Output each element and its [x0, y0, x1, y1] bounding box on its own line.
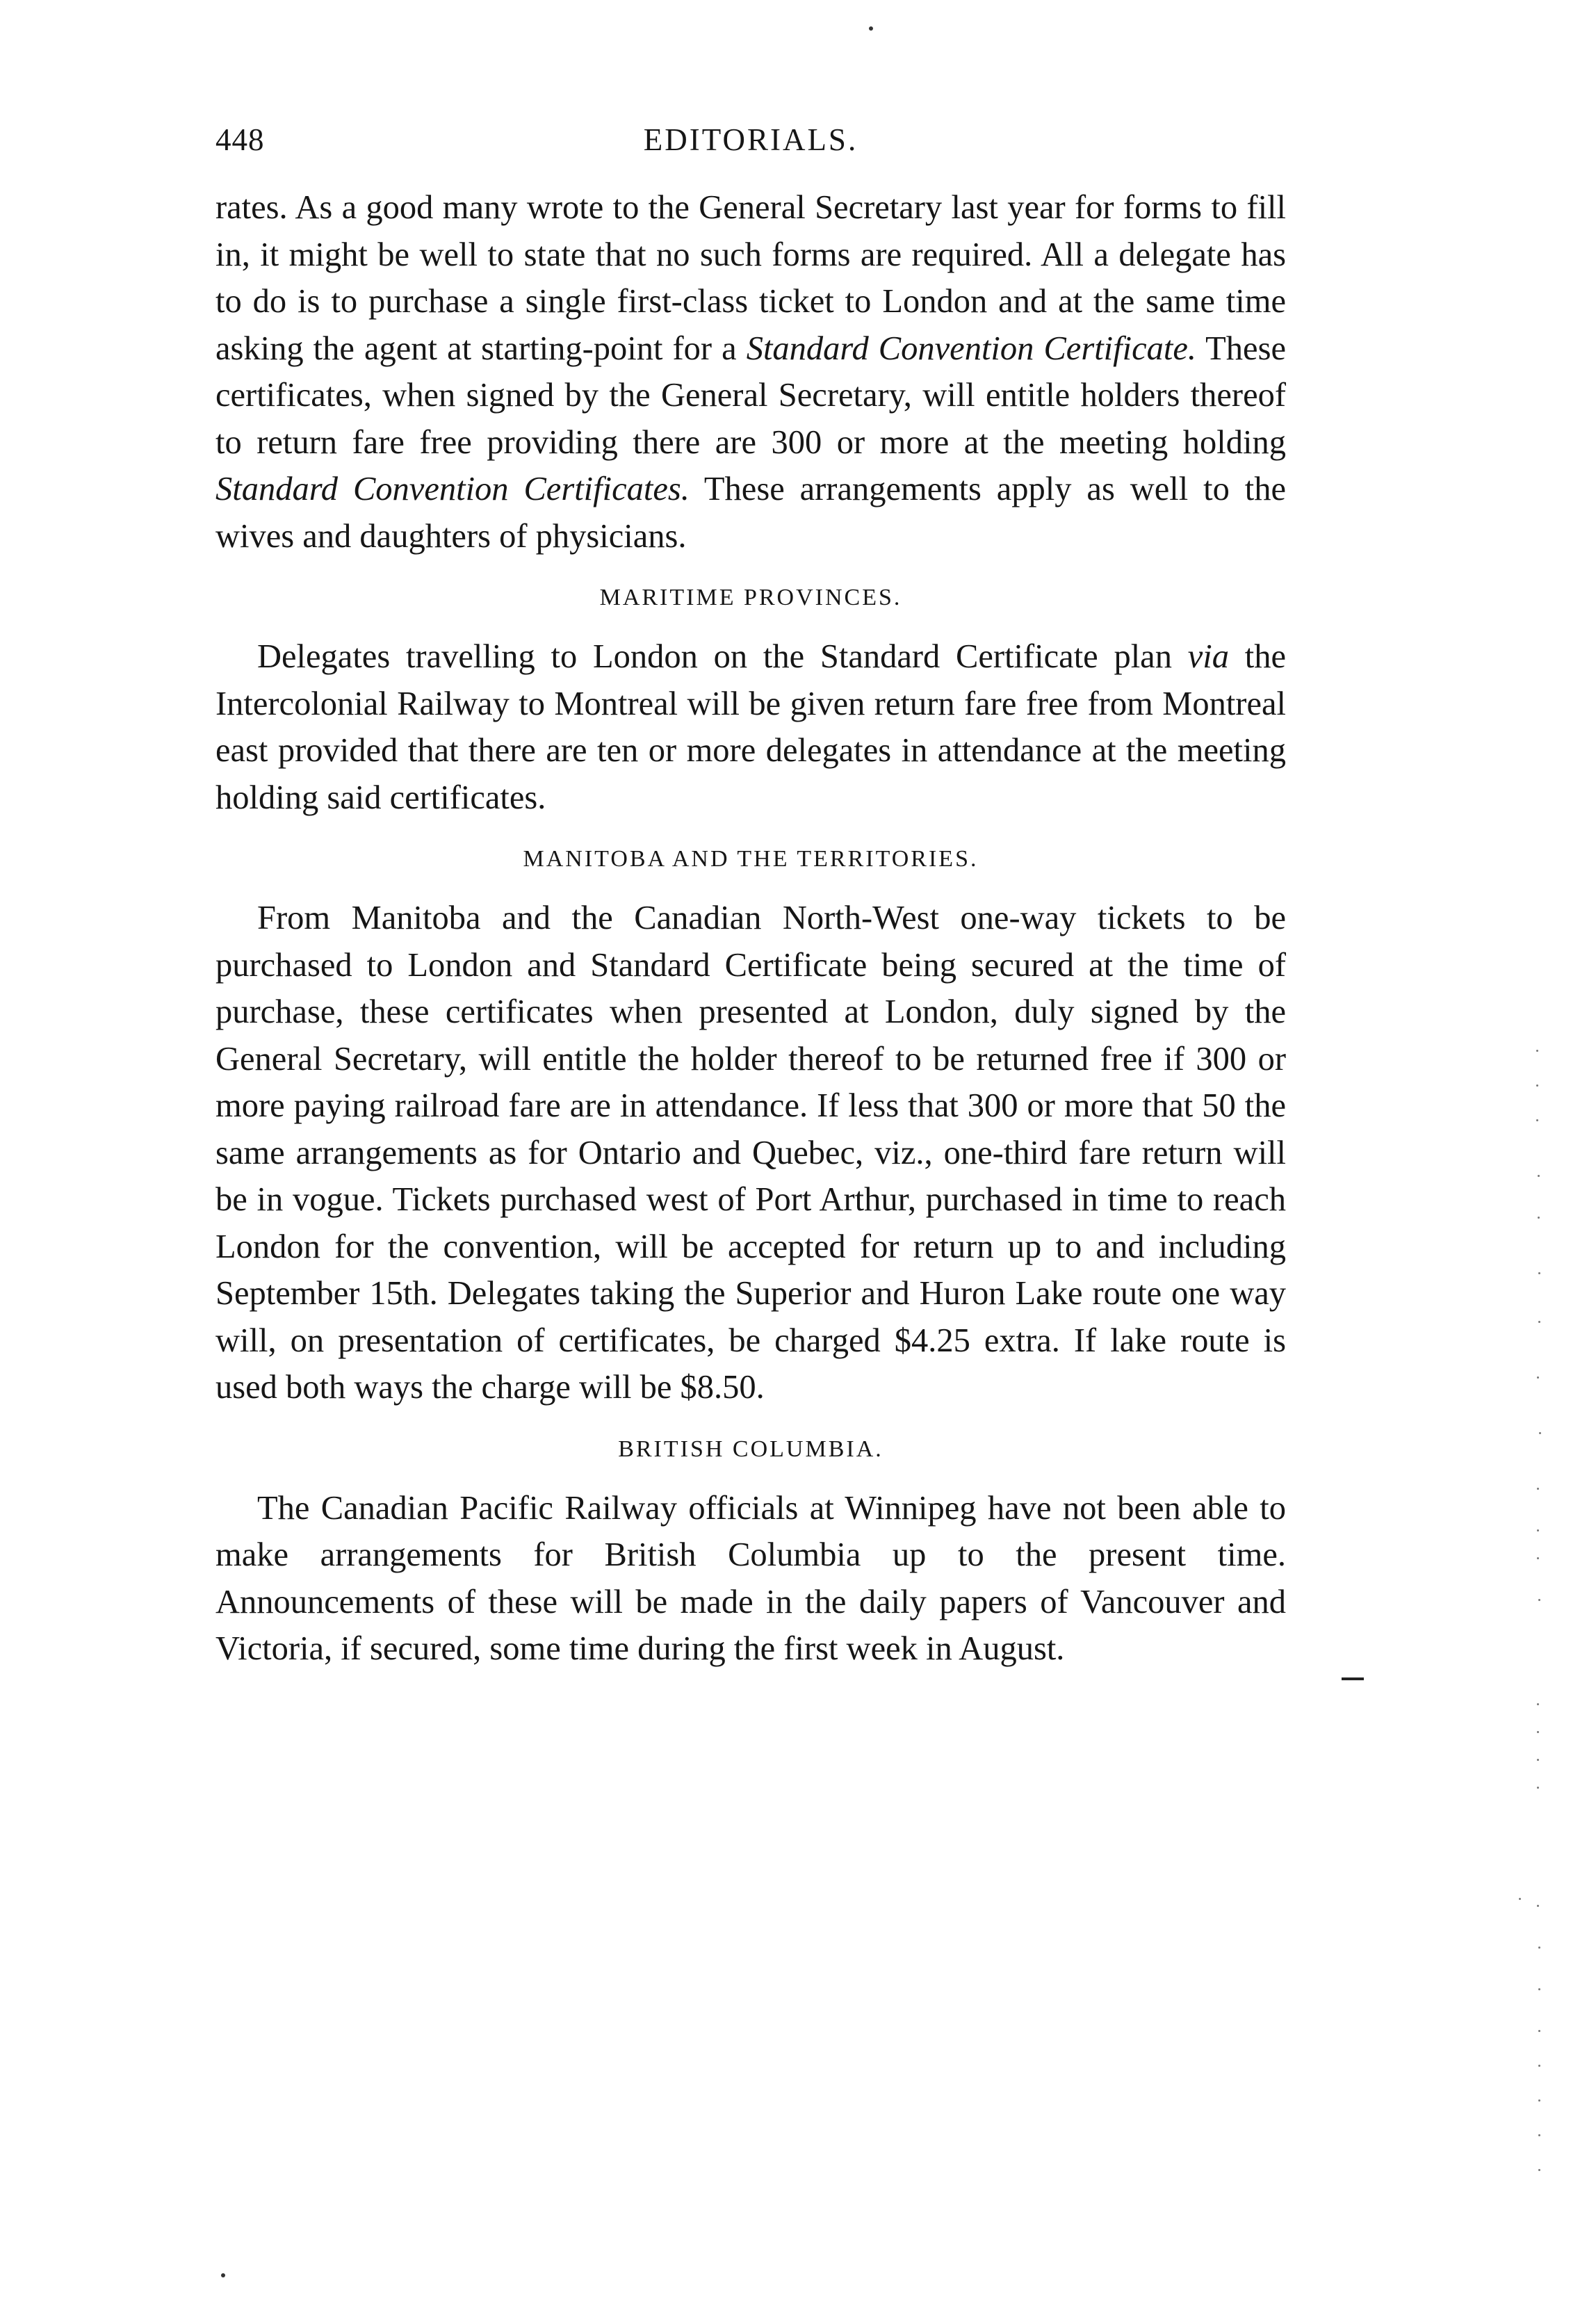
intro-paragraph	[215, 184, 1286, 560]
intro-text-a: rates. As a good many wrote to the General Secretary last year for forms to fill in, it might be well to state that no such forms are required. All a delegate has to do is to purchase a single first-class ticket to London and at the same time asking the agent at starting-point for a	[215, 189, 1286, 367]
intro-italic-b: Standard Convention Certificates.	[215, 471, 690, 507]
maritime-paragraph	[215, 633, 1286, 821]
page-number: 448	[215, 122, 265, 157]
heading-manitoba-territories: MANITOBA AND THE TERRITORIES.	[523, 846, 979, 872]
intro-italic-a: Standard Convention Certificate.	[746, 330, 1196, 367]
intro-text-c: These arrangements apply as well to the wives and daughters of physicians.	[215, 471, 1286, 555]
manitoba-paragraph: From Manitoba and the Canadian North-West one-way tickets to be purchased to London and Standard Certificate being secured at the time of purchase, these certificates when presented at London, duly signed by the General Secretary, will entitle the holder thereof to be returned free if 300 or more paying railroad fare are in attendance. If less that 300 or more that 50 the same arrangements as for Ontario and Quebec, viz., one-third fare return will be in vogue. Tickets purchased west of Port Arthur, purchased in time to reach London for the convention, will be accepted for return up to and including September 15th. Delegates taking the Superior and Huron Lake route one way will, on presentation of certificates, be charged $4.25 extra. If lake route is used both ways the charge will be $8.50.	[215, 900, 1286, 1406]
margin-scan-dots	[1533, 1043, 1561, 2225]
heading-maritime-provinces: MARITIME PROVINCES.	[599, 585, 902, 610]
maritime-text-a: Delegates travelling to London on the Standard Certificate plan	[257, 638, 1188, 675]
maritime-italic-a: via	[1187, 638, 1229, 675]
book-page	[215, 122, 1286, 1673]
page-header	[215, 122, 1286, 170]
heading-british-columbia: BRITISH COLUMBIA.	[618, 1436, 883, 1462]
running-head: EDITORIALS.	[643, 122, 858, 157]
scan-speck-top	[869, 26, 873, 31]
british-columbia-paragraph: The Canadian Pacific Railway officials at Winnipeg have not been able to make arrangements for British Columbia up to the present time. Announcements of these will be made in the daily papers of Vancouver and Victoria, if secured, some time during the first week in August.	[215, 1489, 1286, 1667]
margin-dash-mark	[1342, 1677, 1364, 1680]
intro-text-b: These certificates, when signed by the General Secretary, will entitle holders thereof to return fare free providing there are 300 or more at the meeting holding	[215, 330, 1286, 461]
page-body	[215, 184, 1286, 1673]
maritime-text-b: the Intercolonial Railway to Montreal will be given return fare free from Montreal east provided that there are ten or more delegates in attendance at the meeting holding said certificates.	[215, 638, 1286, 816]
scan-speck-bottom	[221, 2273, 225, 2277]
